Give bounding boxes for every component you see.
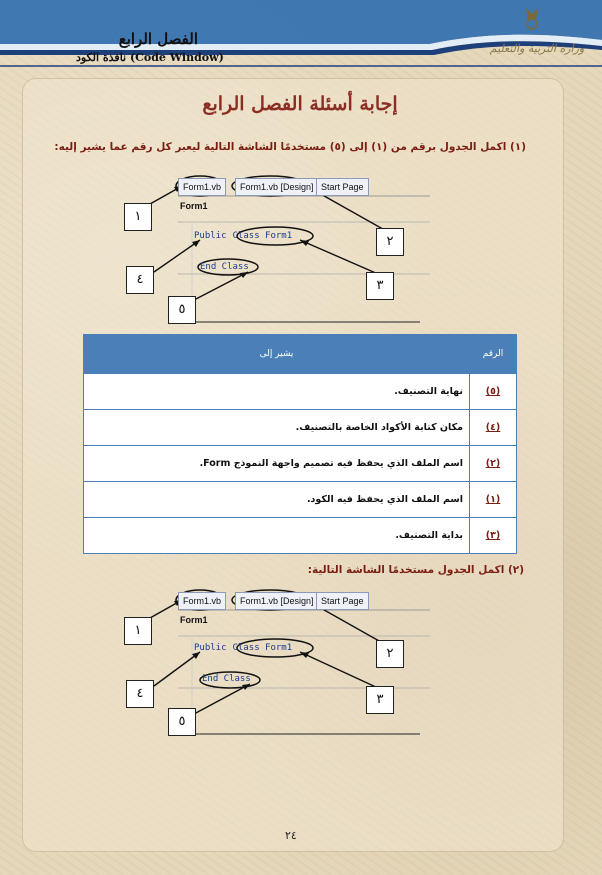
callout-3: ٣ (366, 686, 394, 714)
tab-start-page[interactable]: Start Page (316, 592, 369, 610)
callout-4: ٤ (126, 266, 154, 294)
tab-start-page[interactable]: Start Page (316, 178, 369, 196)
row-desc: اسم الملف الذي يحفظ فيه الكود. (84, 482, 470, 518)
row-num: (١) (470, 482, 517, 518)
chapter-subtitle: نافذة الكود (Code Window) (76, 51, 224, 64)
code-line-public: Public Class Form1 (194, 231, 293, 241)
callout-5: ٥ (168, 296, 196, 324)
row-num: (٥) (470, 374, 517, 410)
code-line-public: Public Class Form1 (194, 643, 293, 653)
table-row (84, 374, 517, 410)
tab-form1-design[interactable]: Form1.vb [Design] (235, 592, 319, 610)
row-desc: بداية التصنيف. (84, 518, 470, 554)
class-dropdown[interactable]: Form1 (180, 201, 208, 211)
code-window-diagram-2 (110, 588, 450, 738)
answer-table (83, 334, 517, 554)
row-num: (٢) (470, 446, 517, 482)
callout-3: ٣ (366, 272, 394, 300)
question-1-text: (١) اكمل الجدول برقم من (١) إلى (٥) مستخدمًا الشاشة التالية ليعبر كل رقم عما يشير إليه: (54, 141, 526, 153)
callout-2: ٢ (376, 640, 404, 668)
chapter-title: الفصل الرابع (118, 30, 198, 48)
tab-form1-vb[interactable]: Form1.vb (178, 592, 226, 610)
ministry-logo (482, 4, 592, 64)
table-header-num: الرقم (470, 335, 517, 374)
code-line-end-class: End Class (202, 674, 251, 684)
code-line-end-class: End Class (200, 262, 249, 272)
code-window-diagram-1 (110, 174, 450, 324)
row-num: (٤) (470, 410, 517, 446)
row-desc: مكان كتابة الأكواد الخاصة بالتصنيف. (84, 410, 470, 446)
class-dropdown[interactable]: Form1 (180, 615, 208, 625)
table-row (84, 482, 517, 518)
question-2-text: (٢) اكمل الجدول مستخدمًا الشاشة التالية: (307, 564, 524, 576)
row-desc: اسم الملف الذي يحفظ فيه تصميم واجهة النموذج Form. (84, 446, 470, 482)
row-desc: نهاية التصنيف. (84, 374, 470, 410)
tab-form1-vb[interactable]: Form1.vb (178, 178, 226, 196)
callout-1: ١ (124, 203, 152, 231)
callout-5: ٥ (168, 708, 196, 736)
tab-form1-design[interactable]: Form1.vb [Design] (235, 178, 319, 196)
callout-2: ٢ (376, 228, 404, 256)
row-num: (٣) (470, 518, 517, 554)
table-row (84, 446, 517, 482)
callout-1: ١ (124, 617, 152, 645)
callout-4: ٤ (126, 680, 154, 708)
table-row (84, 410, 517, 446)
page-heading: إجابة أسئلة الفصل الرابع (202, 93, 398, 115)
table-row (84, 518, 517, 554)
page-number: ٢٤ (285, 829, 297, 842)
table-header-desc: يشير إلى (84, 335, 470, 374)
ministry-label: وزارة التربية والتعليم (489, 42, 585, 55)
